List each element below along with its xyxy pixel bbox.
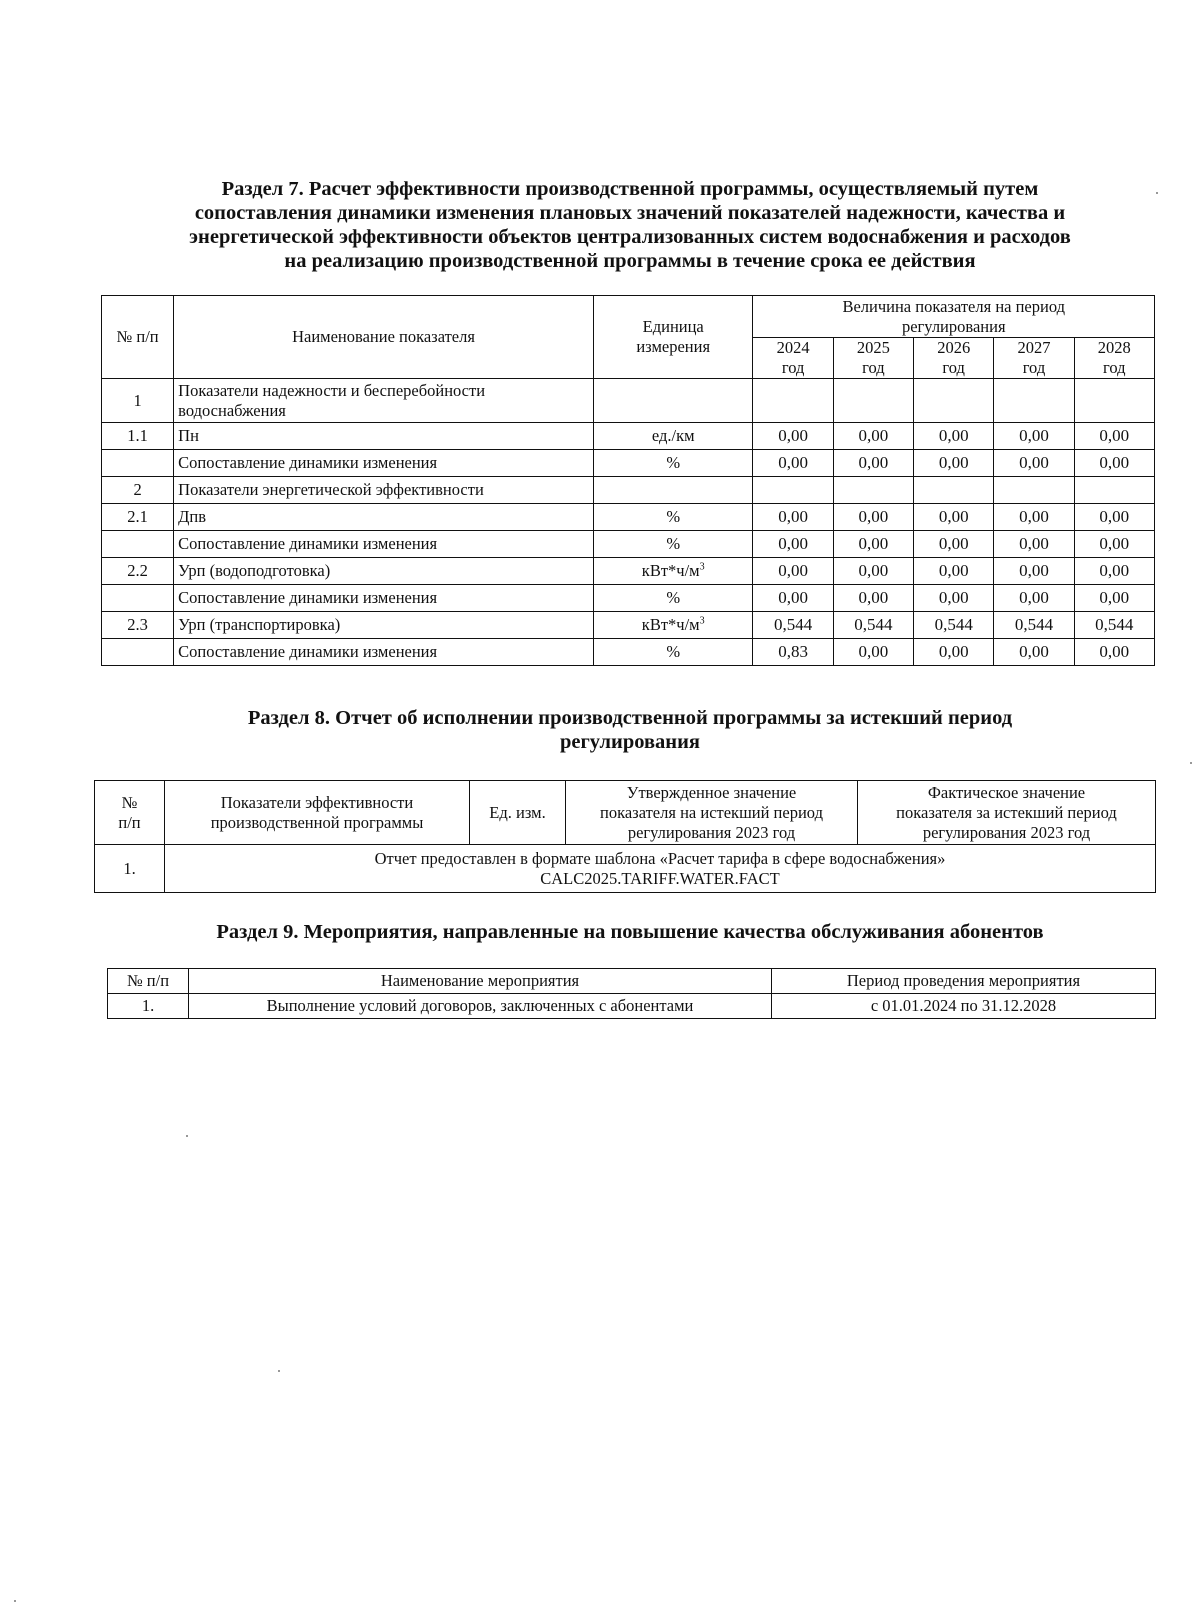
header-num: № п/п	[102, 296, 174, 379]
header-period-line: Величина показателя на период	[842, 296, 1066, 316]
section8-title-line: регулирования	[559, 731, 701, 753]
row-unit	[593, 612, 753, 639]
row-num	[102, 639, 174, 666]
header-indicators	[165, 781, 470, 845]
row-value: 0,00	[1074, 504, 1154, 531]
scan-speck	[186, 1135, 188, 1137]
row-value: 0,00	[833, 639, 913, 666]
header-event-name: Наименование мероприятия	[189, 969, 772, 994]
header-num-line: п/п	[118, 812, 141, 832]
row-value: 0,00	[994, 585, 1074, 612]
report-note	[165, 845, 1156, 893]
header-period	[753, 296, 1155, 338]
scan-speck	[1156, 192, 1158, 194]
row-num: 2.1	[102, 504, 174, 531]
row-value: 0,544	[1074, 612, 1154, 639]
section7-table	[101, 295, 1155, 666]
row-value: 0,00	[753, 585, 833, 612]
year-suffix: год	[781, 358, 805, 377]
year-suffix: год	[942, 358, 965, 377]
scan-speck	[278, 1370, 280, 1372]
row-unit: %	[593, 585, 753, 612]
row-name: Сопоставление динамики изменения	[174, 531, 594, 558]
report-note-line: CALC2025.TARIFF.WATER.FACT	[540, 868, 780, 888]
row-value: 0,00	[914, 639, 994, 666]
section8-title	[100, 706, 1160, 754]
row-value: 0,00	[914, 558, 994, 585]
row-value: 0,00	[994, 450, 1074, 477]
header-year	[994, 338, 1074, 379]
header-actual-line: Фактическое значение	[927, 782, 1086, 802]
row-value: 0,00	[994, 531, 1074, 558]
row-name: Показатели энергетической эффективности	[174, 477, 594, 504]
row-unit: %	[593, 504, 753, 531]
header-unit	[593, 296, 753, 379]
unit-superscript: 3	[699, 615, 705, 627]
header-indicator-name: Наименование показателя	[174, 296, 594, 379]
header-approved-line: регулирования 2023 год	[627, 822, 796, 842]
unit-superscript: 3	[699, 561, 705, 573]
header-year	[914, 338, 994, 379]
row-unit	[593, 477, 753, 504]
row-value: 0,00	[1074, 450, 1154, 477]
header-year	[1074, 338, 1154, 379]
row-num: 1.	[95, 845, 165, 893]
row-value	[914, 477, 994, 504]
unit-text: кВт*ч/м	[641, 615, 700, 634]
row-value: 0,00	[833, 450, 913, 477]
section7-title	[100, 177, 1160, 273]
table-row	[102, 585, 1155, 612]
header-unit-line: измерения	[636, 337, 711, 356]
row-num: 1	[102, 379, 174, 423]
row-name: Пн	[174, 423, 594, 450]
unit-text: кВт*ч/м	[641, 561, 700, 580]
table-row	[95, 845, 1156, 893]
row-value	[1074, 477, 1154, 504]
row-value: 0,00	[914, 450, 994, 477]
header-actual-value	[858, 781, 1156, 845]
row-value: 0,00	[914, 531, 994, 558]
year-label: 2027	[1017, 338, 1051, 357]
row-unit: %	[593, 450, 753, 477]
row-unit	[593, 558, 753, 585]
header-unit: Ед. изм.	[470, 781, 566, 845]
section9-table	[107, 968, 1156, 1019]
year-label: 2028	[1097, 338, 1131, 357]
row-event-name: Выполнение условий договоров, заключенных с абонентами	[189, 994, 772, 1019]
section8-title-line: Раздел 8. Отчет об исполнении производственной программы за истекший период	[247, 707, 1013, 729]
header-actual-line: регулирования 2023 год	[922, 822, 1091, 842]
table-row	[102, 612, 1155, 639]
header-approved-line: показателя на истекший период	[600, 802, 823, 822]
header-approved-value	[566, 781, 858, 845]
row-value: 0,00	[994, 558, 1074, 585]
row-period: с 01.01.2024 по 31.12.2028	[772, 994, 1156, 1019]
row-value: 0,00	[1074, 639, 1154, 666]
row-value: 0,00	[914, 504, 994, 531]
table-row	[102, 639, 1155, 666]
report-note-line: Отчет предоставлен в формате шаблона «Расчет тарифа в сфере водоснабжения»	[374, 848, 946, 868]
header-year	[753, 338, 833, 379]
year-label: 2025	[856, 338, 890, 357]
row-name: Сопоставление динамики изменения	[174, 639, 594, 666]
row-value: 0,00	[753, 504, 833, 531]
row-num: 2.2	[102, 558, 174, 585]
year-suffix: год	[862, 358, 885, 377]
row-value: 0,544	[833, 612, 913, 639]
row-name: Урп (водоподготовка)	[174, 558, 594, 585]
header-period-line: регулирования	[901, 316, 1006, 336]
row-unit: %	[593, 531, 753, 558]
row-unit: ед./км	[593, 423, 753, 450]
row-value: 0,00	[753, 450, 833, 477]
row-name: Сопоставление динамики изменения	[174, 450, 594, 477]
header-period: Период проведения мероприятия	[772, 969, 1156, 994]
header-num-line: №	[121, 792, 138, 812]
header-indicators-line: производственной программы	[210, 812, 424, 832]
year-label: 2024	[776, 338, 810, 357]
row-value: 0,00	[833, 585, 913, 612]
row-value: 0,544	[994, 612, 1074, 639]
year-suffix: год	[1103, 358, 1126, 377]
scan-speck	[1190, 762, 1192, 764]
row-value	[994, 379, 1074, 423]
section9-title	[100, 920, 1160, 944]
row-value: 0,00	[914, 585, 994, 612]
row-name-line: водоснабжения	[178, 400, 286, 420]
section7-title-line: Раздел 7. Расчет эффективности производственной программы, осуществляемый путем	[221, 178, 1039, 200]
row-value	[833, 477, 913, 504]
year-suffix: год	[1022, 358, 1046, 377]
row-value: 0,00	[1074, 423, 1154, 450]
row-value: 0,00	[753, 531, 833, 558]
row-num: 1.1	[102, 423, 174, 450]
row-num	[102, 585, 174, 612]
header-approved-line: Утвержденное значение	[626, 782, 797, 802]
table-row	[102, 423, 1155, 450]
table-row	[102, 558, 1155, 585]
row-value	[914, 379, 994, 423]
table-row	[102, 531, 1155, 558]
row-value	[1074, 379, 1154, 423]
row-name: Дпв	[174, 504, 594, 531]
row-name	[174, 379, 594, 423]
row-num	[102, 531, 174, 558]
table-row	[102, 450, 1155, 477]
table-row	[102, 379, 1155, 423]
row-num: 2.3	[102, 612, 174, 639]
row-name: Урп (транспортировка)	[174, 612, 594, 639]
row-value: 0,00	[833, 504, 913, 531]
header-unit-line: Единица	[642, 317, 704, 336]
section9-title-line: Раздел 9. Мероприятия, направленные на повышение качества обслуживания абонентов	[216, 921, 1044, 943]
header-num	[95, 781, 165, 845]
row-value: 0,83	[753, 639, 833, 666]
header-indicators-line: Показатели эффективности	[220, 792, 414, 812]
row-value	[833, 379, 913, 423]
row-value: 0,00	[1074, 585, 1154, 612]
header-num: № п/п	[108, 969, 189, 994]
row-value: 0,544	[753, 612, 833, 639]
section7-title-line: энергетической эффективности объектов централизованных систем водоснабжения и расходов	[189, 226, 1071, 248]
row-value: 0,00	[994, 423, 1074, 450]
header-actual-line: показателя за истекший период	[896, 802, 1117, 822]
row-num: 1.	[108, 994, 189, 1019]
row-value: 0,00	[994, 504, 1074, 531]
row-value: 0,00	[914, 423, 994, 450]
row-value: 0,00	[833, 558, 913, 585]
table-row	[108, 994, 1156, 1019]
row-value: 0,00	[1074, 558, 1154, 585]
row-value: 0,00	[753, 558, 833, 585]
section7-title-line: сопоставления динамики изменения плановых значений показателей надежности, качества и	[194, 202, 1066, 224]
table-row	[102, 477, 1155, 504]
scan-speck	[14, 1600, 16, 1602]
row-unit	[593, 379, 753, 423]
row-unit: %	[593, 639, 753, 666]
row-num: 2	[102, 477, 174, 504]
row-value: 0,00	[994, 639, 1074, 666]
row-num	[102, 450, 174, 477]
row-value	[753, 477, 833, 504]
row-name: Сопоставление динамики изменения	[174, 585, 594, 612]
section8-table	[94, 780, 1156, 893]
row-value: 0,00	[753, 423, 833, 450]
section7-title-line: на реализацию производственной программы в течение срока ее действия	[284, 250, 976, 272]
row-value: 0,00	[1074, 531, 1154, 558]
table-row	[102, 504, 1155, 531]
row-name-line: Показатели надежности и бесперебойности	[178, 380, 486, 400]
year-label: 2026	[937, 338, 971, 357]
row-value: 0,00	[833, 423, 913, 450]
row-value: 0,544	[914, 612, 994, 639]
row-value: 0,00	[833, 531, 913, 558]
header-year	[833, 338, 913, 379]
row-value	[994, 477, 1074, 504]
row-value	[753, 379, 833, 423]
